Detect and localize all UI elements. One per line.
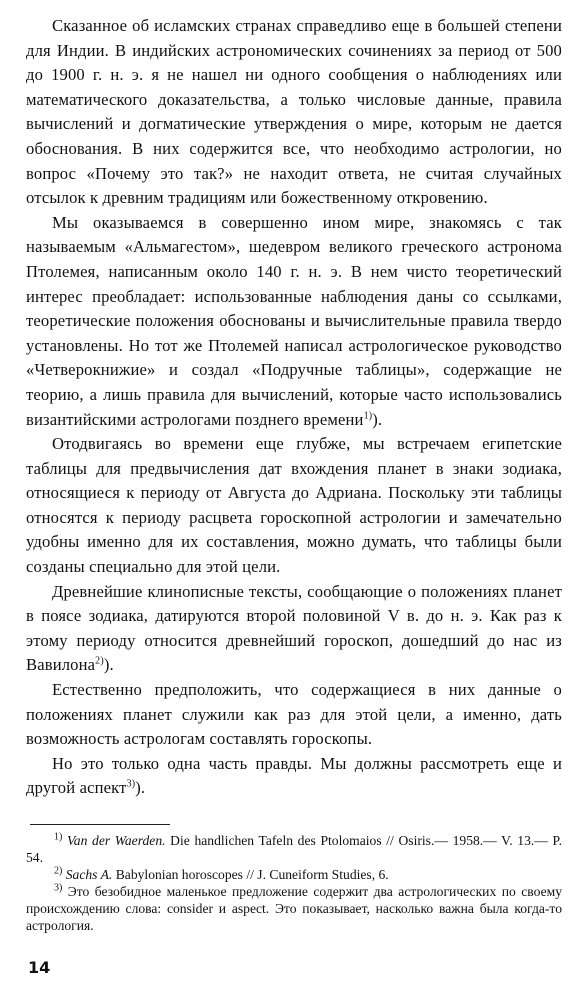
footnote-ref-1-tail: ). — [372, 409, 383, 429]
footnote-ref-2-tail: ). — [103, 655, 114, 675]
paragraph-6 — [26, 752, 562, 801]
footnote-3-text: Это безобидное маленькое предложение содержит два астрологических по своему происхождению слова: consider и aspect. Это показывает, насколько важна была когда-то астрология. — [26, 884, 562, 933]
footnote-ref-3: 3) — [126, 778, 136, 790]
paragraph-4 — [26, 580, 562, 678]
footnote-ref-1: 1) — [363, 409, 373, 421]
footnote-2 — [26, 866, 562, 883]
footnote-3-mark: 3) — [54, 882, 63, 894]
main-text — [26, 14, 562, 801]
paragraph-2 — [26, 211, 562, 432]
paragraph-3: Отодвигаясь во времени еще глубже, мы встречаем египетские таблицы для предвычисления дат вхождения планет в знаки зодиака, относящиеся к периоду от Августа до Адриана. Поскольку эти таблицы относятся к периоду расцвета гороскопной астрологии и замечательно удобны именно для их составления, можно думать, что таблицы были созданы специально для этой цели. — [26, 434, 562, 577]
footnote-2-mark: 2) — [54, 865, 63, 877]
footnote-1-mark: 1) — [54, 831, 63, 843]
page-number: 14 — [28, 958, 51, 977]
footnote-1-text: Die handlichen Tafeln des Ptolomaios // Osiris.— 1958.— V. 13.— P. 54. — [26, 833, 562, 865]
paragraph-6-text: Но это только одна часть правды. Мы должны рассмотреть еще и другой аспект — [26, 753, 562, 798]
paragraph-2-text: Мы оказываемся в совершенно ином мире, знакомясь с так называемым «Альмагестом», шедевром великого греческого астронома Птолемея, написанным около 140 г. н. э. В нем чисто теоретический интерес преобладает: использованные наблюдения даны со ссылками, теоретические положения обоснованы и вычислительные правила твердо установлены. Но тот же Птолемей написал астрологическое руководство «Четверокнижие» и создал «Подручные таблицы», содержащие не теорию, а лишь правила для вычислений, которые часто использовались византийскими астрологами позднего времени — [26, 212, 562, 429]
footnotes — [26, 832, 562, 934]
footnote-2-author: Sachs A. — [65, 867, 113, 882]
footnote-1-author: Van der Waerden. — [67, 833, 166, 848]
paragraph-5: Естественно предположить, что содержащиеся в них данные о положениях планет служили как раз для этой цели, а именно, дать возможность астрологам составлять гороскопы. — [26, 680, 562, 749]
footnote-ref-3-tail: ). — [135, 778, 146, 798]
footnote-ref-2: 2) — [95, 655, 104, 667]
footnote-divider — [30, 824, 170, 825]
footnote-1 — [26, 832, 562, 866]
footnote-2-text: Babylonian horoscopes // J. Cuneiform Studies, 6. — [112, 867, 389, 882]
paragraph-1: Сказанное об исламских странах справедливо еще в большей степени для Индии. В индийских астрономических сочинениях за период от 500 до 1900 г. н. э. я не нашел ни одного сообщения о наблюдениях или математического доказательства, а только числовые данные, правила вычислений и догматические утверждения о мире, которым не дается обоснования. В них содержится все, что необходимо астрологии, но вопрос «Почему это так?» не находит ответа, не считая случайных отсылок к древним традициям или божественному откровению. — [26, 16, 562, 208]
paragraph-4-text: Древнейшие клинописные тексты, сообщающие о положениях планет в поясе зодиака, датируются второй половиной V в. до н. э. Как раз к этому периоду относится древнейший гороскоп, дошедший до нас из Вавилона — [26, 581, 562, 675]
footnote-3 — [26, 883, 562, 934]
